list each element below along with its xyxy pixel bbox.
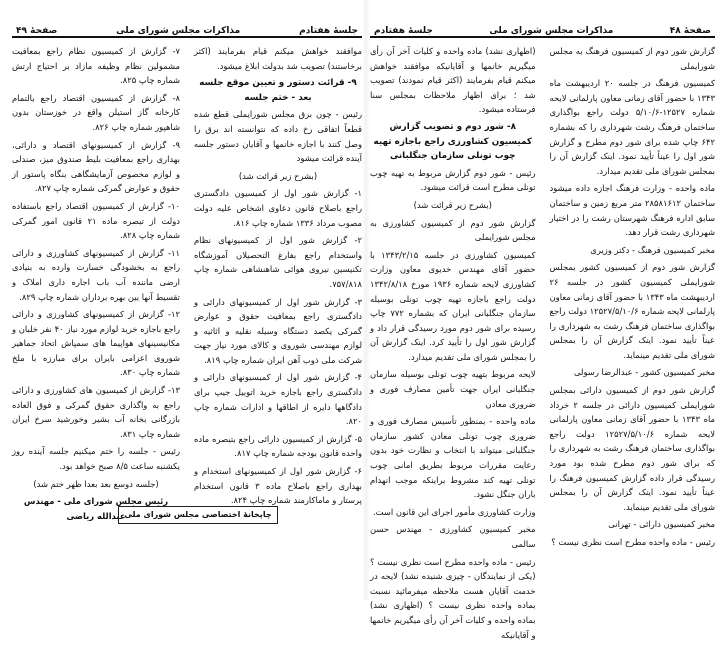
printer-imprint-box: چاپخانهٔ اختصاصی مجلس شورای ملی xyxy=(118,506,278,524)
signature-line: رئیس مجلس شورای ملی - مهندس عبدالله ریاضی xyxy=(23,496,169,521)
right-page xyxy=(370,0,716,640)
paragraph: ۱۰- گزارش از کمیسیون اقتصاد راجع باستفاده دولت از تبصره ماده ۲۱ قانون امور گمرکی شماره چاپ ۸۲۸. xyxy=(12,200,180,241)
paragraph: لایحه مربوط بتهیه چوب تونلی بوسیله سازمان جنگلبانی ایران جهت تأمین مصارف فوری و ضروری معادن xyxy=(370,369,536,409)
paragraph: رئیس - ماده واحده مطرح است نظری نیست ؟ xyxy=(551,537,715,547)
left-page xyxy=(12,0,362,600)
paragraph: ۱۲- گزارش از کمیسیونهای کشاورزی و دارائی راجع باجازه خرید لوازم مورد نیاز ۴۰ نفر خلبان و مکانیسینهای هواپیما های سمپاش اتحاد جماهیر شوروی اعزامی بایران برای مبارزه با ملخ شماره چاپ ۸۳۰. xyxy=(12,309,180,378)
paragraph: رئیس - جلسه را ختم میکنیم جلسه آینده روز یکشنبه ساعت ۸/۵ صبح خواهد بود. xyxy=(12,446,180,472)
page-number: صفحهٔ ۴۸ xyxy=(669,26,711,36)
left-column xyxy=(12,44,180,526)
page-number: صفحهٔ ۴۹ xyxy=(16,26,58,36)
paragraph: مخبر کمیسیون فرهنگ - دکتر وزیری xyxy=(590,244,715,255)
paragraph: کمیسیون کشاورزی در جلسه ۱۳۴۳/۲/۱۵ با حضور آقای مهندس خدیوی معاون وزارت کشاورزی لایحه شماره ۱۹۳۶ مورخ ۱۳۴۲/۸/۱۸ دولت راجع باجازه تهیه چوب تونلی بوسیله سازمان جنگلبانی ایران که بشماره ۷۷۲ چاپ رسیده برای شور دوم مورد رسیدگی قرار داد و گزارش شور اول را تأیید کرد. اینک گزارش آن را بمجلس شورای ملی تقدیم میدارد. xyxy=(370,249,536,362)
paragraph: رئیس - شور دوم گزارش مربوط به تهیه چوب تونلی مطرح است قرائت میشود. xyxy=(370,167,536,193)
paragraph: ۶- گزارش شور اول از کمیسیونهای استخدام و بهداری راجع باصلاح ماده ۳ قانون استخدام پرستار و ماماکارمند شماره چاپ ۸۲۴. xyxy=(194,466,362,506)
paragraph: ۵- گزارش از کمیسیون دارائی راجع بتبصره ماده واحده قانون بودجه شماره چاپ ۸۱۷. xyxy=(194,433,362,459)
paragraph: ۱۱- گزارش از کمیسیونهای کشاورزی و دارائی راجع به بخشودگی خسارت وارده به بنیادی ارضی ماننده آب باب اجاره داری املاک و تقسیط آنها بین بهره برداران شماره چاپ ۸۲۹. xyxy=(12,247,180,302)
paragraph: رئیس - ماده واحده مطرح است نظری نیست ؟ (یکی از نمایندگان - چیزی شنیده نشد) لایحه در خدمت آقایان هست ملاحظه میفرمائید نسبت بماده واحده نظری نیست ؟ (اظهاری نشد) بماده واحده و کلیات آخر آن رأی میگیریم خانمها و آقایانیکه xyxy=(370,556,536,640)
paragraph: ۸- گزارش از کمیسیون اقتصاد راجع بالتمام کارخانه گاز استیلن واقع در خوزستان بدون شاهپور شماره چاپ ۸۲۶. xyxy=(12,92,180,132)
section-heading: ۹- قرائت دستور و تعیین موقع جلسه بعد - ختم جلسه xyxy=(199,78,357,103)
paragraph: گزارش شور دوم از کمیسیون کشور بمجلس شورایملی کمیسیون کشور در جلسه ۲۶ اردیبهشت ماه ۱۳۴۳ با حضور آقای زمانی معاون پارلمانی لایحه شماره ۱۲۵۲۷/۵/۱۰/۶ دولت راجع بواگذاری ساختمان فرهنگ رشت به شهرداری را عیناً تأیید نمود. اینک گزارش آن را بمجلس شورای ملی تقدیم مینماید. xyxy=(549,262,716,360)
right-column xyxy=(194,44,362,526)
page-header xyxy=(12,22,362,38)
paragraph: موافقند خواهش میکنم قیام بفرمایند (اکثر برخاستند) تصویب شد بدولت ابلاغ میشود. xyxy=(194,46,362,71)
paragraph: ۴- گزارش شور اول از کمیسیونهای دارائی و دادگستری راجع باجازه خرید اتوبیل جیپ برای دادگاهها دایره از اطاقها و ادارات شماره چاپ ۸۲۰. xyxy=(194,372,362,427)
paragraph: ماده واحده - وزارت فرهنگ اجازه داده میشود ساختمان ۲۸۵۸۱۶۱۲ متر مربع زمین و ساختمان سابق اداره فرهنگ شهرستان رشت را در اختیار شهرداری رشت قرار دهد. xyxy=(549,183,715,238)
left-column xyxy=(370,44,536,645)
header-title: مذاکرات مجلس شورای ملی xyxy=(489,26,614,36)
session-label: جلسهٔ هفتادم xyxy=(299,26,358,36)
paragraph: گزارش شور دوم از کمیسیون فرهنگ به مجلس شورایملی xyxy=(549,46,715,71)
paragraph: رئیس - چون برق مجلس شورایملی قطع شده قطعاً اتفاقی رخ داده که نتوانسته اند برق را وصل کنند با اجازه خانمها و آقایان دستور جلسه آینده قرائت میشود xyxy=(194,109,362,164)
paragraph: گزارش شور دوم از کمیسیون دارائی بمجلس شورایملی کمیسیون دارائی در جلسه ۲ خرداد ماه ۱۳۴۳ با حضور آقای زمانی معاون پارلمانی لایحه شماره ۱۲۵۲۷/۵/۱۰/۶ دولت راجع بواگذاری ساختمان فرهنگ رشت به شهرداری را که برای شور دوم مطرح شده بود مورد رسیدگی قرار داده گزارش کمیسیون فرهنگ را عیناً تأیید نمود. اینک گزارش آن را بمجلس شورای ملی تقدیم مینماید. xyxy=(549,385,715,512)
section-heading: ۸- شور دوم و تصویب گزارش کمیسیون کشاورزی راجع باجازه تهیه چوب تونلی سازمان جنگلبانی xyxy=(373,121,532,162)
paragraph: ۷- گزارش از کمیسیون نظام راجع بمعافیت مشمولین نظام وظیفه مازاد بر احتیاج ارتش شماره چاپ ۸۲۵. xyxy=(12,46,180,86)
paragraph: ۱۳- گزارش از کمیسیون های کشاورزی و دارائی راجع به واگذاری حقوق گمرکی و فوق العاده بازرگانی بخانه آب بشیر وخورشید سرخ ایران شماره چاپ ۸۳۱. xyxy=(12,385,180,439)
page-header xyxy=(370,22,715,38)
paragraph: (بشرح زیر قرائت شد) xyxy=(413,199,492,210)
paragraph: مخبر کمیسیون دارائی - تهرانی xyxy=(608,519,715,530)
paragraph: (اظهاری نشد) ماده واحده و کلیات آخر آن رأی میگیریم خانمها و آقایانیکه موافقند خواهش میکنم قیام بفرمایند (اکثر قیام نمودند) تصویب شد ؛ برای اظهار ملاحظات بمجلس سنا فرستاده میشود. xyxy=(370,46,536,115)
paragraph: ۹- گزارش از کمیسیونهای اقتصاد و دارائی، بهداری راجع بمعافیت بلیط صندوق میز، صندلی و لوازم مخصوص آزمایشگاهی بنگاه پاستور از حقوق و عوارض گمرکی شماره چاپ ۸۲۷. xyxy=(12,139,180,194)
paragraph: وزارت کشاورزی مأمور اجرای این قانون است. xyxy=(372,506,536,517)
paragraph: ۱- گزارش شور اول از کمیسیون دادگستری راجع باصلاح قانون دعاوی اشخاص علیه دولت مصوب مرداد ۱۳۳۶ شماره چاپ ۸۱۶. xyxy=(194,188,362,228)
paragraph: ۲- گزارش شور اول از کمیسیونهای نظام واستخدام راجع بفارغ التحصیلان آموزشگاه تکنیسین نیروی هوائی شاهنشاهی شماره چاپ ۷۵۷/۸۱۸. xyxy=(194,235,362,289)
paragraph: ۳- گزارش شور اول از کمیسیونهای دارائی و دادگستری راجع بمعافیت حقوق و عوارض گمرکی یکصد دستگاه وسیله نقلیه و اثاثیه و لوازم مهندسی شوروی و کالای مورد نیاز جهت شرکت ملی ذوب آهن ایران شماره چاپ ۸۱۹. xyxy=(194,296,362,365)
paragraph: ماده واحده - بمنظور تأسیس مصارف فوری و ضروری چوب تونلی معادن کشور سازمان جنگلبانی میتواند با انتخاب و نظارت خود بدون رعایت مقررات مربوط بطریق امانی چوب تونلی تهیه کند مشروط براینکه موجب انهدام باران جنگل نشود. xyxy=(370,416,536,500)
paragraph: مخبر کمیسیون کشاورزی - مهندس حسن سالمی xyxy=(370,524,536,549)
paragraph: (بشرح زیر قرائت شد) xyxy=(238,170,318,181)
paragraph: مخبر کمیسیون کشور - عبدالرضا رسولی xyxy=(573,367,715,378)
right-column xyxy=(550,44,716,645)
header-title: مذاکرات مجلس شورای ملی xyxy=(116,26,241,36)
paragraph: کمیسیون فرهنگ در جلسه ۲۰ اردیبهشت ماه ۱۳۴۳ با حضور آقای زمانی معاون پارلمانی لایحه شماره ۱۲۵۲۷-۵/۱۰/۶ دولت راجع بواگذاری ساختمان فرهنگ رشت شهرداری را که بشماره ۶۴۲ چاپ شده برای شور دوم مطرح و گزارش شور اول را عیناً تأیید نمود. اینک گزارش آن را بمجلس شورای ملی تقدیم میدارد. xyxy=(549,78,715,176)
paragraph: گزارش شور دوم از کمیسیون کشاورزی به مجلس شورایملی xyxy=(370,217,536,243)
paragraph: (جلسه دوسع بعد بعدا ظهر ختم شد) xyxy=(33,478,159,489)
book-spine xyxy=(362,0,370,600)
session-label: جلسهٔ هفتادم xyxy=(374,26,433,36)
